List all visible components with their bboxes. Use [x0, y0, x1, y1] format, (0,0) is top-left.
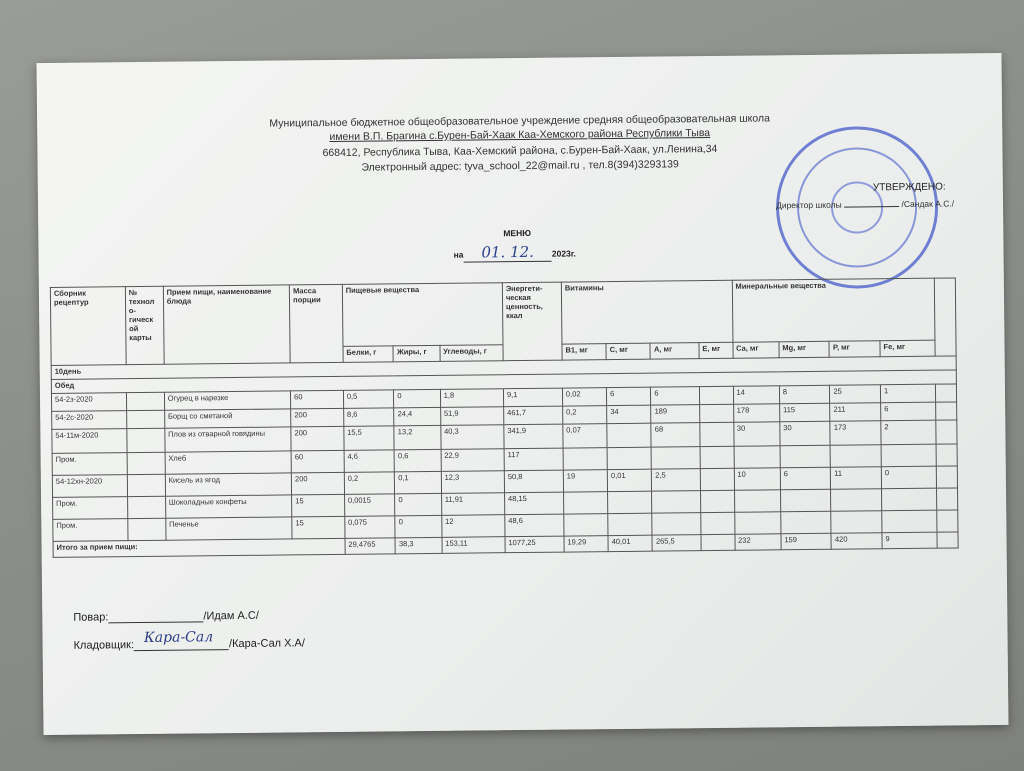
table-cell [700, 468, 734, 490]
header-recipe-collection: Сборник рецептур [50, 287, 126, 366]
table-cell: 6 [651, 387, 700, 406]
table-cell: 54-2з-2020 [51, 393, 126, 412]
table-cell [701, 512, 735, 534]
table-cell: 14 [733, 386, 780, 404]
table-cell: Кисель из ягод [165, 473, 292, 496]
cook-signature-line [73, 609, 259, 624]
approval-title: УТВЕРЖДЕНО: [872, 181, 946, 194]
table-cell [563, 448, 607, 470]
storekeeper-signature [134, 629, 229, 651]
table-cell: 19 [563, 470, 607, 492]
table-cell [734, 512, 781, 534]
table-cell [127, 428, 165, 452]
table-cell: 54-12хн-2020 [52, 475, 127, 498]
table-cell: 0,6 [394, 449, 441, 471]
table-cell: Пром. [52, 453, 127, 476]
table-cell: 34 [607, 405, 651, 423]
table-cell [935, 402, 956, 420]
table-cell: 25 [830, 385, 881, 404]
table-cell: 200 [291, 408, 344, 427]
total-cell: 19,29 [564, 536, 608, 552]
table-cell: 0 [395, 515, 442, 537]
table-cell: 50,8 [504, 470, 563, 493]
table-cell [936, 488, 957, 510]
table-cell: 0 [394, 389, 441, 407]
handwritten-date: 01. 12. [463, 243, 552, 263]
table-cell [699, 386, 733, 404]
storekeeper-label: Кладовщик: [73, 639, 135, 652]
header-a: А, мг [650, 343, 699, 360]
header-fe: Fe, мг [880, 340, 935, 357]
header-energy: Энергети-ческая ценность, ккал [502, 282, 562, 361]
header-empty [934, 278, 956, 356]
table-cell: 24,4 [394, 407, 441, 425]
table-cell: 68 [651, 423, 700, 448]
table-cell: 8,6 [343, 408, 394, 427]
table-cell [780, 489, 831, 512]
total-cell: 38,3 [395, 537, 442, 553]
table-cell [127, 452, 165, 474]
table-cell [608, 491, 652, 513]
table-cell: 2 [881, 420, 936, 445]
header-protein: Белки, г [343, 346, 394, 363]
table-cell: 200 [291, 472, 344, 495]
table-cell: 200 [291, 426, 344, 451]
table-cell: 15,5 [344, 426, 395, 451]
table-cell: 0,5 [343, 390, 394, 409]
total-cell: 159 [781, 533, 832, 550]
table-cell: 54-2с-2020 [52, 411, 127, 430]
total-cell: 265,5 [652, 535, 701, 552]
table-cell [607, 423, 651, 447]
total-cell: 9 [882, 532, 937, 549]
table-cell: 15 [292, 516, 345, 539]
table-cell [652, 513, 701, 536]
total-cell: 420 [831, 533, 882, 550]
header-p: Р, мг [829, 341, 880, 358]
table-cell [882, 488, 937, 511]
table-cell: Пром. [53, 497, 128, 520]
table-cell: 0,07 [563, 424, 607, 448]
school-name-line-2: имени В.П. Брагина с.Бурен-Бай-Хаак Каа-Хемского района Республики Тыва [329, 127, 711, 144]
total-cell: 153,11 [442, 537, 505, 554]
table-cell [935, 384, 956, 402]
header-e: Е, мг [699, 342, 733, 358]
table-cell: 2,5 [652, 469, 701, 492]
table-cell [781, 511, 832, 534]
director-line [776, 198, 954, 210]
table-cell: 0,0015 [344, 494, 395, 517]
storekeeper-scrawl: Кара-Сал [143, 629, 214, 646]
director-name: /Сандак А.С./ [901, 198, 955, 210]
header-portion-mass: Масса порции [289, 284, 342, 363]
table-cell: 341,9 [504, 424, 563, 449]
table-cell: 54-11м-2020 [52, 429, 127, 454]
date-prefix: на [453, 249, 464, 260]
table-cell: 173 [830, 421, 881, 446]
header-minerals: Минеральные вещества [732, 278, 935, 342]
cook-name: /Идам А.С/ [203, 609, 259, 623]
table-cell [830, 445, 881, 468]
total-cell: 1077,25 [505, 536, 564, 553]
table-cell [563, 492, 607, 514]
school-address: 668412, Республика Тыва, Каа-Хемский района, с.Бурен-Бай-Хаак, ул.Ленина,34 [322, 142, 718, 160]
total-cell: 232 [735, 534, 782, 550]
table-cell [607, 447, 651, 469]
table-cell [936, 444, 957, 466]
date-suffix: 2023г. [551, 248, 576, 259]
table-cell: 60 [291, 390, 344, 409]
table-cell: 11 [831, 467, 882, 490]
table-cell: 12,3 [441, 471, 504, 494]
table-cell: 6 [881, 402, 936, 421]
table-cell: 13,2 [394, 425, 441, 449]
table-cell [700, 490, 734, 512]
header-ca: Са, мг [733, 342, 780, 358]
header-nutrients: Пищевые вещества [342, 283, 503, 347]
header-mg: Mg, мг [779, 341, 830, 358]
table-cell [882, 510, 937, 533]
header-vitamins: Витамины [561, 280, 732, 344]
table-cell: 0 [395, 493, 442, 515]
table-cell: 10 [734, 468, 781, 490]
table-cell: 0,01 [607, 469, 651, 491]
director-label: Директор школы [775, 199, 842, 211]
header-c: С, мг [606, 343, 650, 359]
menu-title: МЕНЮ [503, 227, 532, 239]
table-cell [128, 518, 166, 540]
total-cell [701, 534, 735, 550]
header-b1: В1, мг [562, 344, 606, 360]
table-cell: 461,7 [504, 406, 563, 425]
table-cell: 12 [441, 515, 504, 538]
table-cell: Борщ со сметаной [164, 409, 291, 428]
header-carbs: Углеводы, г [440, 345, 503, 362]
table-cell: 189 [651, 405, 700, 424]
table-cell [734, 446, 781, 468]
table-cell [127, 496, 165, 518]
table-cell: 40,3 [441, 425, 504, 450]
table-cell: 0 [881, 466, 936, 489]
table-cell: 1,8 [440, 389, 503, 408]
table-cell: 51,9 [440, 407, 503, 426]
table-cell: 0,2 [344, 472, 395, 495]
table-cell [126, 392, 164, 410]
table-cell: 117 [504, 448, 563, 471]
header-fat: Жиры, г [393, 345, 440, 361]
table-cell [881, 444, 936, 467]
menu-table [50, 277, 959, 557]
table-cell: 4,6 [344, 450, 395, 473]
table-cell [608, 513, 652, 535]
school-name-line: Муниципальное бюджетное общеобразовательное учреждение средняя общеобразовательная школа [269, 112, 771, 130]
header-dish-name: Прием пищи, наименование блюда [163, 285, 290, 364]
meal-label: Обед [51, 370, 956, 393]
table-cell: 0,075 [345, 516, 396, 539]
table-cell: 0,2 [563, 406, 607, 424]
total-label: Итого за прием пищи: [53, 538, 345, 557]
table-cell: Хлеб [165, 451, 292, 474]
table-cell: 6 [780, 467, 831, 490]
table-cell: 30 [780, 421, 831, 446]
table-cell: 22,9 [441, 449, 504, 472]
school-contacts: Электронный адрес: tyva_school_22@mail.ru , тел.8(394)3293139 [361, 158, 679, 174]
table-cell [831, 511, 882, 534]
table-cell [734, 490, 781, 512]
total-cell: 40,01 [608, 535, 652, 551]
table-cell: 178 [733, 404, 780, 422]
table-cell: Огурец в нарезке [164, 391, 291, 410]
header-tech-card: № технол о-гическ ой карты [125, 286, 164, 364]
menu-document [37, 53, 1009, 735]
table-cell: 48,15 [504, 492, 563, 515]
table-cell: 8 [779, 385, 830, 404]
table-cell: Плов из отварной говядины [165, 427, 292, 452]
table-cell [700, 446, 734, 468]
table-cell: 48,6 [505, 514, 564, 537]
table-cell: Пром. [53, 519, 128, 542]
cook-label: Повар: [73, 611, 109, 624]
table-cell: 115 [779, 403, 830, 422]
table-cell [651, 447, 700, 470]
table-cell: Шоколадные конфеты [165, 495, 292, 518]
table-cell [937, 510, 958, 532]
table-cell [126, 410, 164, 428]
table-cell: 30 [733, 422, 780, 446]
total-cell [937, 532, 958, 548]
table-cell [831, 489, 882, 512]
table-cell [127, 474, 165, 496]
storekeeper-signature-line [73, 629, 305, 652]
table-cell: 15 [292, 494, 345, 517]
table-cell [936, 466, 957, 488]
table-cell: 9,1 [503, 388, 562, 407]
table-cell: 6 [607, 387, 651, 405]
table-cell [652, 491, 701, 514]
table-cell: 11,91 [441, 493, 504, 516]
day-label: 10день [51, 356, 956, 379]
table-cell [936, 420, 957, 444]
table-cell [699, 404, 733, 422]
table-cell [700, 422, 734, 446]
table-cell [564, 514, 608, 536]
table-cell: 211 [830, 403, 881, 422]
menu-date [453, 242, 576, 261]
table-cell [780, 445, 831, 468]
table-cell: 60 [291, 450, 344, 473]
storekeeper-name: /Кара-Сал Х.А/ [228, 637, 305, 651]
total-cell: 29,4765 [345, 538, 396, 555]
table-cell: Печенье [166, 517, 293, 540]
cook-signature [108, 609, 203, 623]
table-cell: 0,02 [562, 388, 606, 406]
table-cell: 1 [880, 384, 935, 403]
table-cell: 0,1 [395, 471, 442, 493]
